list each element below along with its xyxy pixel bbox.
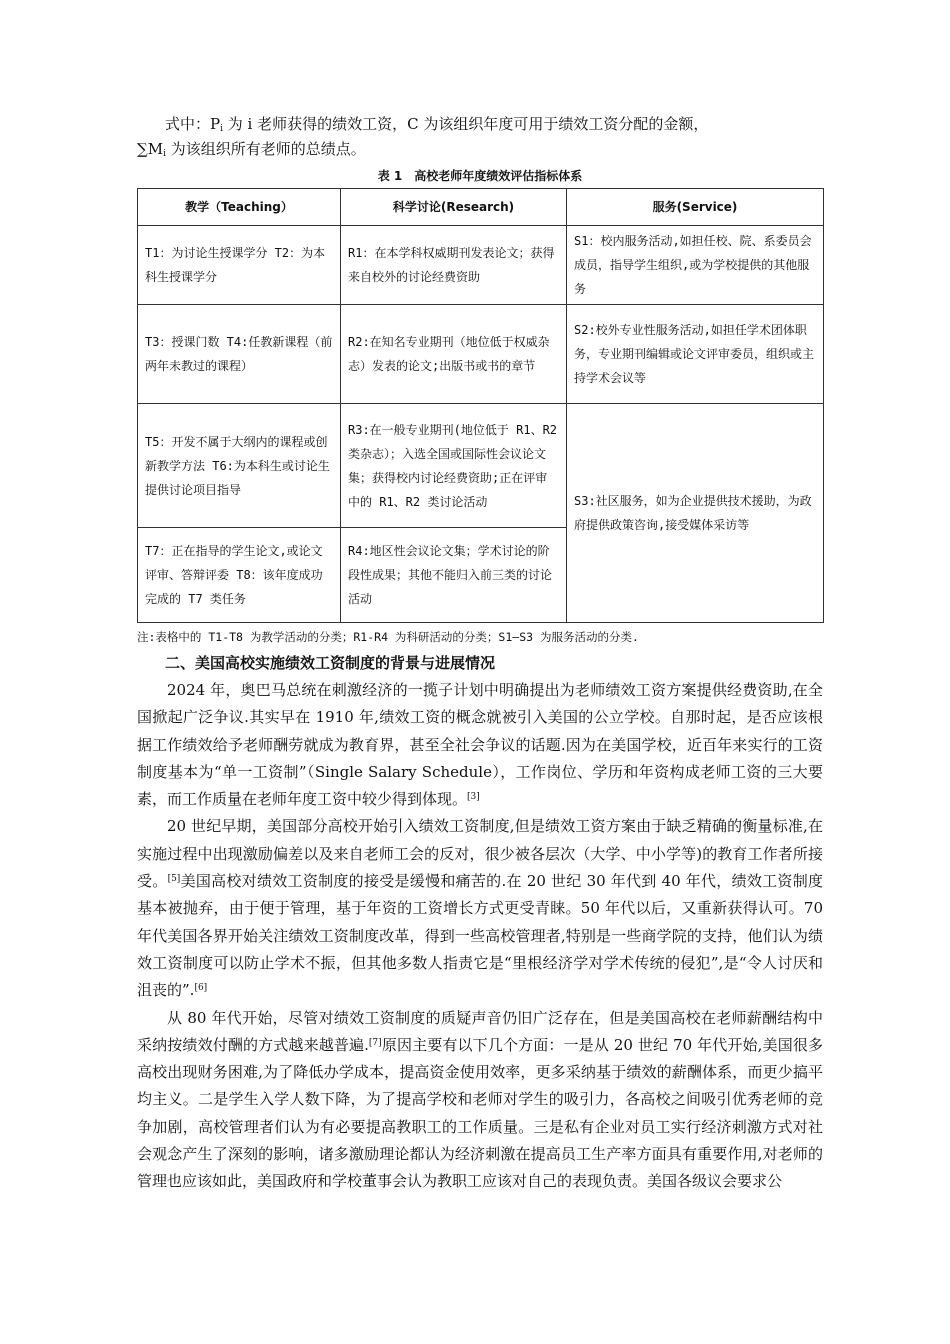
cell-teaching-3: T5：开发不属于大纲内的课程或创新教学方法 T6:为本科生或讨论生提供讨论项目指导 <box>138 404 341 528</box>
formula-text: 为 i 老师获得的绩效工资，C 为该组织年度可用于绩效工资分配的金额， <box>222 115 709 133</box>
paragraph-text: 20 世纪早期，美国部分高校开始引入绩效工资制度,但是绩效工资方案由于缺乏精确的衡量标准,在实施过程中出现激励偏差以及来自老师工会的反对，很少被各层次（大学、中小学等)的教育工作者所接受。 <box>137 817 823 891</box>
cell-service-3: S3:社区服务，如为企业提供技术援助，为政府提供政策咨询,接受媒体采访等 <box>567 404 824 623</box>
header-service: 服务(Service) <box>567 189 824 226</box>
header-research: 科学讨论(Research) <box>341 189 567 226</box>
formula-text: 为该组织所有老师的总绩点。 <box>165 140 366 158</box>
table-row <box>138 404 824 528</box>
cell-research-3: R3:在一般专业期刊(地位低于 R1、R2 类杂志）；入选全国或国际性会议论文集；获得校内讨论经费资助;正在评审中的 R1、R2 类讨论活动 <box>341 404 567 528</box>
table-note: 注:表格中的 T1-T8 为教学活动的分类；R1-R4 为科研活动的分类；S1—S3 为服务活动的分类. <box>137 630 639 644</box>
table-header-row <box>138 189 824 226</box>
header-teaching: 教学（Teaching） <box>138 189 341 226</box>
formula-text: ∑M <box>137 140 164 158</box>
formula-explanation <box>137 112 823 162</box>
cell-research-2: R2:在知名专业期刊（地位低于权威杂志）发表的论文;出版书或书的章节 <box>341 305 567 404</box>
document-page <box>137 112 823 1196</box>
section-body <box>137 677 823 1196</box>
paragraph-text: 原因主要有以下几个方面：一是从 20 世纪 70 年代开始,美国很多高校出现财务困难,为了降低办学成本，提高资金使用效率，更多采纳基于绩效的薪酬体系，而更少搞平均主义。二是学生入学人数下降，为了提高学校和老师对学生的吸引力，各高校之间吸引优秀老师的竞争加剧，高校管理者们认为有必要提高教职工的工作质量。三是私有企业对员工实行经济刺激方式对社会观念产生了深刻的影响，诸多激励理论都认为经济刺激在提高员工生产率方面具有重要作用,对老师的管理也应该如此，美国政府和学校董事会认为教职工应该对自己的表现负责。美国各级议会要求公 <box>137 1035 823 1191</box>
paragraph-text: 2024 年，奥巴马总统在刺激经济的一揽子计划中明确提出为老师绩效工资方案提供经费资助,在全国掀起广泛争议.其实早在 1910 年,绩效工资的概念就被引入美国的公立学校。自那时起，是否应该根据工作绩效给予老师酬劳就成为教育界，甚至全社会争议的话题.因为在美国学校，近百年来实行的工资制度基本为“单一工资制”（Single Salary Schedule），工作岗位、学历和年资构成老师工资的三大要素，而工作质量在老师年度工资中较少得到体现。 <box>137 681 823 809</box>
citation: [7] <box>368 1037 382 1048</box>
section-heading: 二、美国高校实施绩效工资制度的背景与进展情况 <box>165 654 496 672</box>
paragraph-text: 美国高校对绩效工资制度的接受是缓慢和痛苦的.在 20 世纪 30 年代到 40 年代，绩效工资制度基本被抛弃，由于便于管理，基于年资的工资增长方式更受青睐。50 年代以后，又重新获得认可。70 年代美国各界开始关注绩效工资制度改革，得到一些高校管理者,特别是一些商学院的支持，他们认为绩效工资制度可以防止学术不振，但其他多数人指责它是“里根经济学对学术传统的侵犯”,是“令人讨厌和沮丧的”. <box>137 872 823 1000</box>
cell-teaching-4: T7：正在指导的学生论文,或论文评审、答辩评委 T8：该年度成功完成的 T7 类任务 <box>138 528 341 623</box>
paragraph-text: 从 80 年代开始，尽管对绩效工资制度的质疑声音仍旧广泛存在，但是美国高校在老师薪酬结构中采纳按绩效付酬的方式越来越普遍. <box>137 1008 823 1054</box>
formula-text: 式中：P <box>165 115 221 133</box>
cell-teaching-1: T1：为讨论生授课学分 T2：为本科生授课学分 <box>138 226 341 305</box>
subscript: i <box>220 124 223 134</box>
paragraph-3 <box>137 1005 823 1196</box>
citation: [5] <box>167 874 181 885</box>
subscript: i <box>163 149 166 159</box>
paragraph-1 <box>137 677 823 813</box>
formula-line-2 <box>137 137 823 162</box>
cell-research-4: R4:地区性会议论文集；学术讨论的阶段性成果；其他不能归入前三类的讨论活动 <box>341 528 567 623</box>
indicator-table <box>137 188 824 623</box>
table-caption: 表 1 高校老师年度绩效评估指标体系 <box>377 169 583 183</box>
paragraph-2 <box>137 813 823 1004</box>
table-row <box>138 305 824 404</box>
cell-teaching-2: T3：授课门数 T4:任教新课程（前两年未教过的课程） <box>138 305 341 404</box>
cell-research-1: R1：在本学科权威期刊发表论文；获得来自校外的讨论经费资助 <box>341 226 567 305</box>
citation: [6] <box>194 983 208 994</box>
cell-service-2: S2:校外专业性服务活动,如担任学术团体职务，专业期刊编辑或论文评审委员，组织或主持学术会议等 <box>567 305 824 404</box>
cell-service-1: S1：校内服务活动,如担任校、院、系委员会成员，指导学生组织,或为学校提供的其他服务 <box>567 226 824 305</box>
table-row <box>138 226 824 305</box>
citation: [3] <box>467 792 480 803</box>
formula-line-1 <box>137 112 823 137</box>
